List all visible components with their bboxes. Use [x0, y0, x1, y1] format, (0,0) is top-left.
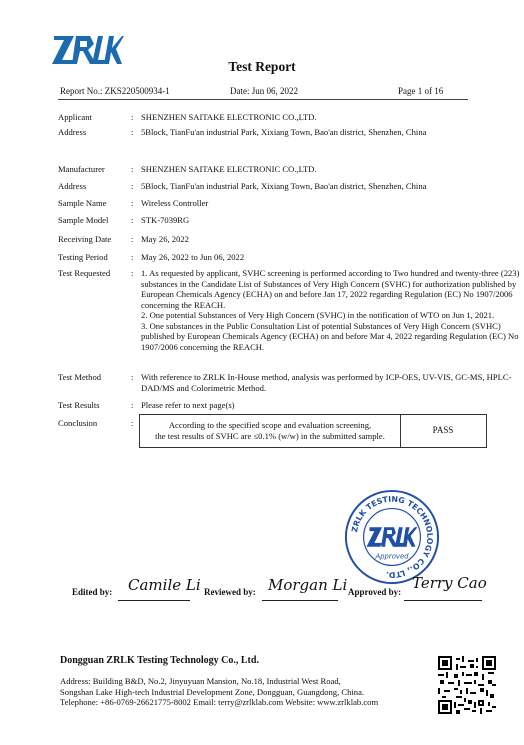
field-colon: :: [131, 252, 134, 262]
field-value: 5Block, TianFu'an industrial Park, Xixiang Town, Bao'an district, Shenzhen, China: [141, 127, 427, 137]
approved-by-label: Approved by:: [348, 587, 402, 597]
field-value: STK-7039RG: [141, 215, 190, 225]
field-colon: :: [131, 234, 134, 244]
field-colon: :: [131, 215, 134, 225]
edited-by-line: [118, 600, 190, 601]
field-value: May 26, 2022: [141, 234, 189, 244]
conclusion-box: [139, 414, 487, 448]
field-colon: :: [131, 400, 134, 410]
requirement-2: 2. One potential Substances of Very High Concern (SVHC) in the notification of WTO on Jun 1, 2021.: [141, 310, 495, 320]
field-value: 5Block, TianFu'an industrial Park, Xixiang Town, Bao'an district, Shenzhen, China: [141, 181, 427, 191]
header-rule: [58, 99, 468, 100]
requirement-1: 1. As requested by applicant, SVHC screening is performed according to Two hundred and twenty-three (223) substances in the Candidate List of Substances of Very High Concern (SVHC) for authorization published by European Chemicals Agency (ECHA) on and before Jan 17, 2022 regarding Regulation (EC) No 1907/2006 concerning the REACH.: [141, 268, 520, 310]
field-label: Address: [58, 127, 87, 137]
field-colon: :: [131, 372, 134, 382]
field-value: May 26, 2022 to Jun 06, 2022: [141, 252, 245, 262]
field-label: Manufacturer: [58, 164, 105, 174]
conclusion-result: PASS: [432, 425, 454, 435]
conclusion-line-1: According to the specified scope and evaluation screening,: [168, 420, 372, 430]
field-colon: :: [131, 181, 134, 191]
conclusion-line-2: the test results of SVHC are ≤0.1% (w/w) in the submitted sample.: [155, 431, 385, 441]
footer-address: [60, 676, 420, 708]
requirement-3: 3. One substances in the Public Consultation List of potential Substances of Very High Concern (SVHC) published by European Chemicals Agency (ECHA) on and before Mar 4, 2022 regarding Regulation (EC) No 1907/2006 concerning the REACH.: [141, 320, 519, 352]
qr-code-icon: [438, 656, 496, 714]
field-colon: :: [131, 418, 134, 428]
address-line-2: Songshan Lake High-tech Industrial Development Zone, Dongguan, Guangdong, China.: [60, 686, 365, 697]
field-value: Wireless Controller: [141, 198, 209, 208]
address-line-1: Address: Building B&D, No.2, Jinyuyuan Mansion, No.18, Industrial West Road,: [60, 676, 341, 686]
field-colon: :: [131, 198, 134, 208]
field-label: Sample Model: [58, 215, 109, 225]
field-colon: :: [131, 127, 134, 137]
field-colon: :: [131, 164, 134, 174]
footer-company: Dongguan ZRLK Testing Technology Co., Ltd.: [60, 655, 259, 666]
report-title: Test Report: [228, 59, 296, 74]
field-label: Testing Period: [58, 252, 108, 262]
contact-line: Telephone: +86-0769-26621775-8002 Email: terry@zrlklab.com Website: www.zrlklab.com: [60, 697, 379, 707]
reviewed-by-label: Reviewed by:: [204, 587, 256, 597]
field-label: Test Results: [58, 400, 100, 410]
edited-by-signature: Camile Li: [128, 576, 201, 594]
field-value: SHENZHEN SAITAKE ELECTRONIC CO.,LTD.: [141, 112, 317, 122]
field-label: Test Requested: [58, 268, 111, 278]
field-label: Conclusion: [58, 418, 98, 428]
reviewed-by-signature: Morgan Li: [268, 576, 348, 594]
field-label: Receiving Date: [58, 234, 112, 244]
approved-by-line: [404, 600, 482, 601]
report-number: Report No.: ZKS220500934-1: [60, 86, 170, 96]
edited-by-label: Edited by:: [72, 587, 113, 597]
field-label: Sample Name: [58, 198, 107, 208]
field-label: Address: [58, 181, 87, 191]
field-label: Applicant: [58, 112, 92, 122]
company-seal-icon: [343, 488, 441, 586]
conclusion-text: [140, 420, 400, 442]
svg-text:Approved: Approved: [375, 552, 409, 561]
page-number: Page 1 of 16: [398, 86, 444, 96]
field-value: With reference to ZRLK In-House method, analysis was performed by ICP-OES, UV-VIS, GC-MS, HPLC-DAD/MS and Colorimetric Method.: [141, 372, 512, 393]
field-colon: :: [131, 112, 134, 122]
report-date: Date: Jun 06, 2022: [230, 86, 298, 96]
field-value: SHENZHEN SAITAKE ELECTRONIC CO.,LTD.: [141, 164, 317, 174]
approved-by-signature: Terry Cao: [412, 574, 487, 592]
svg-text:ZRLK TESTING TECHNOLOGY CO., L: ZRLK TESTING TECHNOLOGY CO., LTD.: [350, 494, 435, 580]
field-colon: :: [131, 268, 134, 278]
field-value: Please refer to next page(s): [141, 400, 235, 410]
field-label: Test Method: [58, 372, 102, 382]
reviewed-by-line: [262, 600, 338, 601]
